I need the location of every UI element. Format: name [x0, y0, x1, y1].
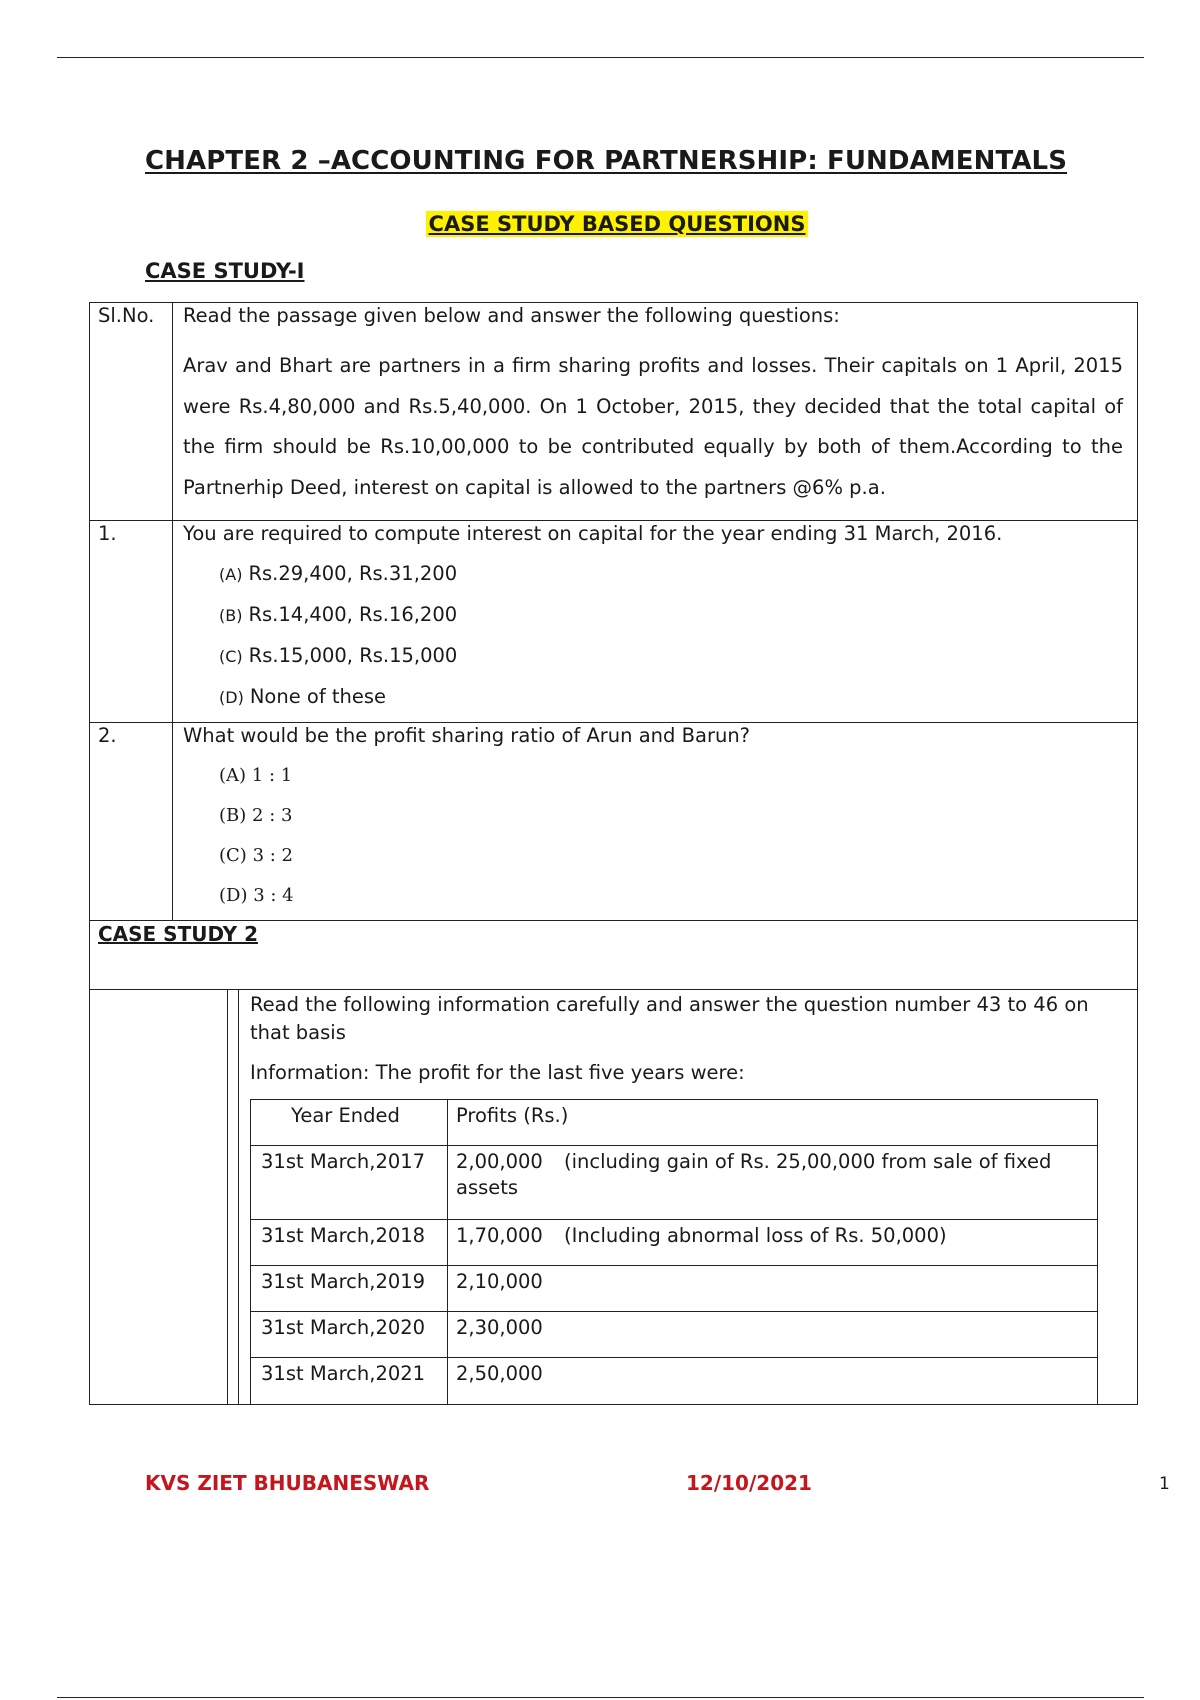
year-cell: 31st March,2020 — [251, 1312, 448, 1358]
option-c — [219, 844, 1123, 868]
top-rule — [57, 57, 1144, 58]
profit-note: (Including abnormal loss of Rs. 50,000) — [564, 1224, 947, 1247]
option-letter: (D) — [219, 885, 248, 906]
table-row — [251, 1358, 1098, 1404]
question-text: You are required to compute interest on capital for the year ending 31 March, 2016. — [183, 522, 1003, 545]
question-text: What would be the profit sharing ratio of Arun and Barun? — [183, 724, 751, 747]
table-row — [251, 1266, 1098, 1312]
option-letter: (C) — [219, 647, 243, 666]
case-study-2-inner — [238, 990, 1125, 1404]
case-study-1-title: CASE STUDY-I — [145, 259, 305, 283]
profit-amount: 1,70,000 — [456, 1224, 543, 1247]
option-letter: (B) — [219, 606, 243, 625]
option-d — [219, 884, 1123, 908]
profit-cell — [448, 1220, 1098, 1266]
option-c — [219, 644, 1123, 669]
profit-amount: 2,10,000 — [456, 1270, 543, 1293]
profits-header-row — [251, 1100, 1098, 1146]
option-text: Rs.15,000, Rs.15,000 — [248, 644, 458, 667]
option-b — [219, 603, 1123, 628]
table-row — [251, 1146, 1098, 1220]
profit-amount: 2,00,000 — [456, 1150, 543, 1173]
profits-table — [250, 1099, 1098, 1404]
option-text: 2 : 3 — [252, 805, 293, 826]
option-text: 3 : 2 — [252, 845, 293, 866]
option-a — [219, 764, 1123, 788]
question-number: 1. — [90, 521, 173, 723]
instruction-text: Read the passage given below and answer the following questions: — [183, 304, 840, 327]
passage-cell — [173, 303, 1138, 521]
question-cell — [173, 723, 1138, 921]
option-letter: (A) — [219, 565, 243, 584]
option-letter: (A) — [219, 765, 247, 786]
case-study-2-title: CASE STUDY 2 — [98, 922, 258, 946]
option-text: Rs.29,400, Rs.31,200 — [248, 562, 458, 585]
passage-text: Arav and Bhart are partners in a firm sharing profits and losses. Their capitals on 1 April, 2015 were Rs.4,80,000 and Rs.5,40,000. On 1 October, 2015, they decided that the total capital of the firm should be Rs.10,00,000 to be contributed equally by both of them.According to the Partnerhip Deed, interest on capital is allowed to the partners @6% p.a. — [183, 354, 1123, 499]
option-text: None of these — [249, 685, 387, 708]
profit-amount: 2,30,000 — [456, 1316, 543, 1339]
profit-cell — [448, 1358, 1098, 1404]
table-row — [251, 1312, 1098, 1358]
slno-header: Sl.No. — [90, 303, 173, 521]
bottom-rule — [57, 1697, 1144, 1698]
case-study-2-header-cell — [90, 921, 1138, 990]
year-cell: 31st March,2018 — [251, 1220, 448, 1266]
section-title — [0, 212, 1200, 236]
case-study-2-empty-cell — [90, 990, 228, 1405]
option-b — [219, 804, 1123, 828]
option-list — [183, 764, 1123, 908]
option-letter: (D) — [219, 688, 244, 707]
year-cell: 31st March,2021 — [251, 1358, 448, 1404]
profit-cell — [448, 1312, 1098, 1358]
case-study-2-intro: Read the following information carefully and answer the question number 43 to 46 on that basis — [250, 993, 1089, 1044]
page-number: 1 — [1159, 1474, 1170, 1494]
profit-cell — [448, 1146, 1098, 1220]
section-title-highlight: CASE STUDY BASED QUESTIONS — [426, 211, 809, 237]
option-text: Rs.14,400, Rs.16,200 — [248, 603, 458, 626]
footer-institution: KVS ZIET BHUBANESWAR — [145, 1471, 430, 1495]
chapter-title: CHAPTER 2 –ACCOUNTING FOR PARTNERSHIP: FUNDAMENTALS — [145, 146, 1068, 176]
question-number: 2. — [90, 723, 173, 921]
header-profits: Profits (Rs.) — [448, 1100, 1098, 1146]
footer-date: 12/10/2021 — [686, 1471, 812, 1495]
case-study-2-info: Information: The profit for the last five years were: — [250, 1061, 745, 1084]
profit-cell — [448, 1266, 1098, 1312]
option-text: 3 : 4 — [253, 885, 294, 906]
question-row — [90, 521, 1138, 723]
table-row — [251, 1220, 1098, 1266]
header-year-ended: Year Ended — [251, 1100, 448, 1146]
option-a — [219, 562, 1123, 587]
option-letter: (B) — [219, 805, 247, 826]
option-d — [219, 685, 1123, 710]
case-study-2-content-cell — [228, 990, 1138, 1405]
question-row — [90, 723, 1138, 921]
question-cell — [173, 521, 1138, 723]
case-study-2-header-row — [90, 921, 1138, 990]
profit-note: (including gain of Rs. 25,00,000 from sale of fixed assets — [456, 1150, 1052, 1199]
option-list — [183, 562, 1123, 710]
option-letter: (C) — [219, 845, 247, 866]
profit-amount: 2,50,000 — [456, 1362, 543, 1385]
passage-row — [90, 303, 1138, 521]
year-cell: 31st March,2019 — [251, 1266, 448, 1312]
year-cell: 31st March,2017 — [251, 1146, 448, 1220]
case-study-2-row — [90, 990, 1138, 1405]
option-text: 1 : 1 — [251, 765, 293, 786]
case-study-table — [89, 302, 1138, 1405]
